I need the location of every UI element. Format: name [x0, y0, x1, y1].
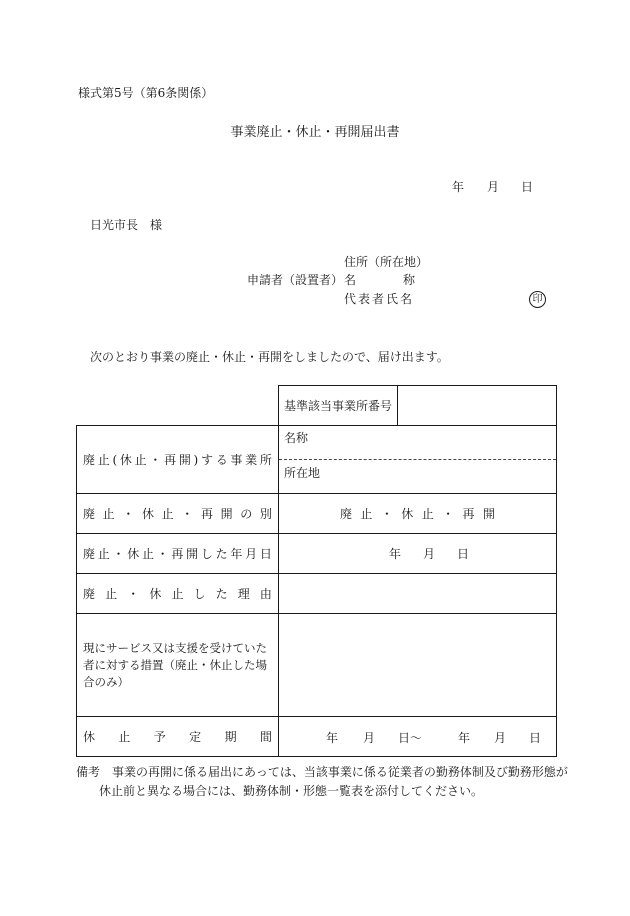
label-char: ・	[156, 547, 169, 561]
intro-text: 次のとおり事業の廃止・休止・再開をしましたので、届け出ます。	[90, 350, 449, 364]
label-char: 休	[83, 730, 96, 744]
label-char: 事	[230, 453, 243, 467]
label-char: 休	[119, 453, 132, 467]
label-char: 止	[97, 547, 110, 561]
type-option-char: 止	[421, 507, 434, 521]
table-border	[76, 756, 557, 757]
note-line-1: 備考 事業の再開に係る届出にあっては、当該事業に係る従業者の勤務体制及び勤務形態が	[76, 765, 568, 779]
label-char: 止	[171, 587, 184, 601]
label-char: ・	[122, 507, 135, 521]
type-option-char: 休	[401, 507, 414, 521]
addressee: 日光市長 様	[90, 218, 163, 232]
form-number: 様式第5号（第6条関係）	[78, 86, 214, 100]
applicant-label: 申請者（設置者）	[247, 273, 344, 287]
representative-char: 表	[357, 291, 370, 306]
measures-row-label: 現にサービス又は支援を受けていた者に対する措置（廃止・休止した場合のみ）	[83, 640, 267, 689]
label-char: 開	[178, 453, 191, 467]
label-char: ・	[181, 507, 194, 521]
period-unit: 日～	[398, 731, 423, 745]
label-char: ・	[149, 453, 162, 467]
label-char: 定	[189, 730, 202, 744]
note-line-2: 休止前と異なる場合には、勤務体制・形態一覧表を添付してください。	[99, 784, 484, 798]
label-char: 廃	[83, 507, 96, 521]
dashed-divider	[279, 459, 556, 460]
date-unit: 日	[456, 547, 469, 561]
type-option-char: ・	[380, 507, 393, 521]
date-day: 日	[521, 180, 534, 194]
label-char: 所	[259, 453, 272, 467]
label-char: (	[112, 452, 118, 467]
date-year: 年	[452, 180, 465, 194]
label-char: し	[193, 587, 206, 601]
date-unit: 月	[422, 547, 435, 561]
office-row-label	[83, 426, 272, 493]
date-values	[389, 534, 469, 573]
label-char: 月	[245, 547, 258, 561]
label-char: 止	[105, 587, 118, 601]
type-option-char: 開	[482, 507, 495, 521]
period-unit: 月	[494, 731, 507, 745]
label-char: す	[200, 453, 213, 467]
applicant-address-label: 住所（所在地）	[344, 255, 429, 269]
applicant-name-label-2: 称	[403, 273, 416, 287]
type-option-char: 再	[462, 507, 475, 521]
label-char: 由	[259, 587, 272, 601]
label-char: 予	[153, 730, 166, 744]
seal-mark: 印	[529, 291, 546, 308]
label-char: 再	[164, 453, 177, 467]
label-char: 休	[127, 547, 140, 561]
office-name-label: 名称	[284, 431, 309, 445]
label-char: 廃	[83, 547, 96, 561]
label-char: 廃	[83, 453, 96, 467]
type-options	[340, 494, 495, 533]
label-char: 休	[149, 587, 162, 601]
label-char: の	[240, 507, 253, 521]
label-char: し	[200, 547, 213, 561]
representative-char: 代	[344, 291, 357, 306]
representative-char: 者	[371, 291, 384, 306]
period-unit: 日	[529, 731, 542, 745]
table-border	[76, 425, 77, 757]
representative-label	[344, 289, 412, 307]
label-char: 再	[171, 547, 184, 561]
type-option-char: 廃	[340, 507, 353, 521]
label-char: 開	[186, 547, 199, 561]
label-char: 間	[259, 730, 272, 744]
office-number-field[interactable]	[398, 386, 556, 425]
period-unit: 年	[458, 731, 471, 745]
label-char: 止	[102, 507, 115, 521]
label-char: 止	[141, 547, 154, 561]
label-char: 別	[259, 507, 272, 521]
label-char: る	[215, 453, 228, 467]
label-char: 止	[118, 730, 131, 744]
type-row-label	[83, 494, 272, 533]
label-char: 止	[97, 453, 110, 467]
office-number-label: 基準該当事業所番号	[284, 399, 393, 413]
label-char: 理	[237, 587, 250, 601]
applicant-name-label-1: 名	[344, 273, 357, 287]
label-char: 年	[230, 547, 243, 561]
label-char: 廃	[83, 587, 96, 601]
date-row-label	[83, 534, 272, 573]
type-option-char: ・	[442, 507, 455, 521]
period-unit: 年	[326, 731, 339, 745]
label-char: 休	[141, 507, 154, 521]
label-char: ・	[112, 547, 125, 561]
label-char: 再	[200, 507, 213, 521]
label-char: 期	[224, 730, 237, 744]
representative-char: 氏	[385, 291, 398, 306]
document-title: 事業廃止・休止・再開届出書	[230, 125, 400, 140]
label-char: た	[215, 547, 228, 561]
table-border	[278, 385, 279, 757]
label-char: た	[215, 587, 228, 601]
table-border	[556, 385, 557, 757]
period-row-label	[83, 717, 272, 756]
label-char: 業	[245, 453, 258, 467]
office-location-label: 所在地	[284, 466, 321, 480]
type-option-char: 止	[360, 507, 373, 521]
label-char: )	[193, 452, 199, 467]
label-char: ・	[127, 587, 140, 601]
label-char: 止	[161, 507, 174, 521]
date-month: 月	[487, 180, 500, 194]
label-char: 開	[220, 507, 233, 521]
reason-row-label	[83, 574, 272, 613]
date-unit: 年	[389, 547, 402, 561]
label-char: 止	[134, 453, 147, 467]
period-unit: 月	[363, 731, 376, 745]
representative-char: 名	[399, 291, 412, 306]
label-char: 日	[259, 547, 272, 561]
